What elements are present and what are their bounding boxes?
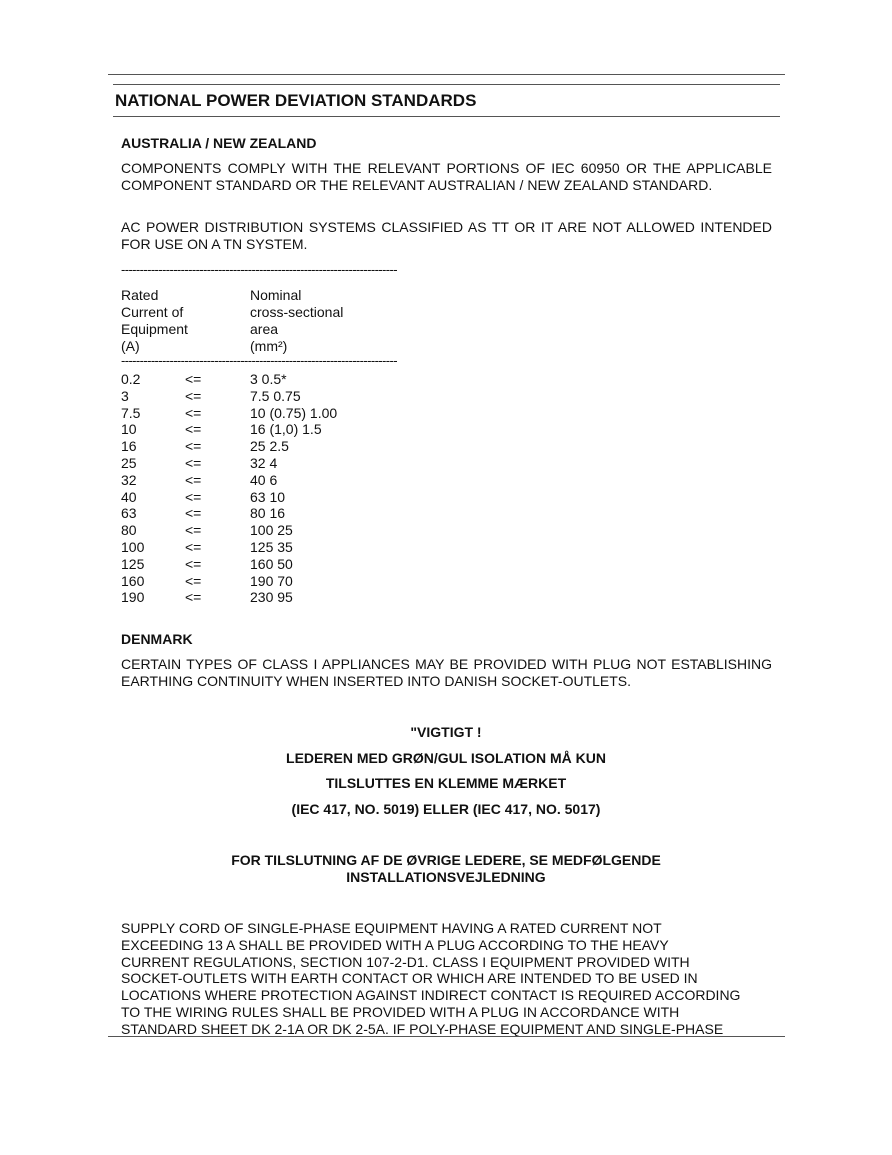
- cell-operator: <=: [185, 539, 202, 555]
- cell-current: 7.5: [121, 404, 141, 421]
- cell-current: 25: [121, 455, 137, 471]
- table-row: [121, 489, 461, 506]
- cell-operator: <=: [185, 522, 202, 539]
- cell-area: 190 70: [250, 572, 293, 589]
- cell-operator: <=: [185, 387, 202, 404]
- cell-area: 63 10: [250, 488, 286, 505]
- section-heading-denmark: DENMARK: [121, 631, 193, 647]
- cell-area: 32 4: [250, 455, 278, 471]
- table-row: [121, 388, 461, 405]
- cell-current: 10: [121, 421, 137, 438]
- cell-current: 32: [121, 471, 137, 488]
- cell-area: 7.5 0.75: [250, 387, 301, 404]
- cell-current: 0.2: [121, 371, 141, 387]
- table-row: [121, 505, 461, 522]
- cell-area: 230 95: [250, 589, 293, 606]
- cell-operator: <=: [185, 589, 202, 606]
- table-row: [121, 438, 461, 455]
- cell-current: 3: [121, 387, 129, 404]
- cell-area: 80 16: [250, 505, 286, 522]
- cell-area: 3 0.5*: [250, 371, 287, 387]
- table-divider-bottom: --------------------------------------------------------------------------: [121, 353, 397, 368]
- notice-line-2: LEDEREN MED GRØN/GUL ISOLATION MÅ KUN: [286, 750, 606, 766]
- cell-current: 80: [121, 522, 137, 539]
- australia-paragraph-1: COMPONENTS COMPLY WITH THE RELEVANT PORTIONS OF IEC 60950 OR THE APPLICABLE COMPONENT STANDARD OR THE RELEVANT AUSTRALIAN / NEW ZEALAND STANDARD.: [121, 160, 772, 193]
- cell-current: 160: [121, 572, 145, 589]
- bottom-rule: [108, 1036, 785, 1037]
- cell-area: 25 2.5: [250, 438, 289, 455]
- table-row: [121, 556, 461, 573]
- table-row: [121, 455, 461, 472]
- table-header-area: Nominal cross-sectional area (mm²): [250, 287, 344, 354]
- table-header-current: Rated Current of Equipment (A): [121, 287, 188, 354]
- cell-area: 10 (0.75) 1.00: [250, 404, 338, 421]
- cell-area: 100 25: [250, 522, 293, 539]
- cell-operator: <=: [185, 438, 202, 455]
- title-bottom-rule: [113, 116, 780, 117]
- table-row: [121, 573, 461, 590]
- cell-operator: <=: [185, 421, 202, 438]
- denmark-paragraph-2: SUPPLY CORD OF SINGLE-PHASE EQUIPMENT HAVING A RATED CURRENT NOT EXCEEDING 13 A SHALL BE PROVIDED WITH A PLUG ACCORDING TO THE HEAVY CURRENT REGULATIONS, SECTION 107-2-D1. CLASS I EQUIPMENT PROVIDED WITH SOCKET-OUTLETS WITH EARTH CONTACT OR WHICH ARE INTENDED TO BE USED IN LOCATIONS WHERE PROTECTION AGAINST INDIRECT CONTACT IS REQUIRED ACCORDING TO THE WIRING RULES SHALL BE PROVIDED WITH A PLUG IN ACCORDANCE WITH STANDARD SHEET DK 2-1A OR DK 2-5A. IF POLY-PHASE EQUIPMENT AND SINGLE-PHASE: [121, 920, 741, 1037]
- section-heading-australia: AUSTRALIA / NEW ZEALAND: [121, 135, 317, 151]
- notice-line-3: TILSLUTTES EN KLEMME MÆRKET: [325, 775, 567, 791]
- cell-operator: <=: [185, 471, 202, 488]
- cell-current: 190: [121, 589, 145, 606]
- notice-line-1: "VIGTIGT !: [410, 724, 482, 740]
- title-top-rule: [113, 84, 780, 85]
- table-row: [121, 371, 461, 388]
- cell-current: 16: [121, 438, 137, 455]
- cell-area: 16 (1,0) 1.5: [250, 421, 322, 438]
- table-row: [121, 421, 461, 438]
- table-row: [121, 522, 461, 539]
- cell-current: 40: [121, 488, 137, 505]
- denmark-paragraph-1: CERTAIN TYPES OF CLASS I APPLIANCES MAY BE PROVIDED WITH PLUG NOT ESTABLISHING EARTHING CONTINUITY WHEN INSERTED INTO DANISH SOCKET-OUTLETS.: [121, 656, 772, 689]
- cell-operator: <=: [185, 488, 202, 505]
- cell-area: 40 6: [250, 471, 278, 488]
- table-row: [121, 539, 461, 556]
- page-title: NATIONAL POWER DEVIATION STANDARDS: [115, 91, 477, 110]
- cell-area: 125 35: [250, 539, 293, 555]
- notice2-line-2: INSTALLATIONSVEJLEDNING: [346, 869, 546, 885]
- table-row: [121, 405, 461, 422]
- cell-operator: <=: [185, 572, 202, 589]
- cell-current: 125: [121, 555, 145, 572]
- notice2-line-1: FOR TILSLUTNING AF DE ØVRIGE LEDERE, SE MEDFØLGENDE: [231, 852, 661, 868]
- cell-area: 160 50: [250, 555, 293, 572]
- cell-operator: <=: [185, 371, 202, 387]
- table-divider-top: --------------------------------------------------------------------------: [121, 262, 397, 277]
- notice-line-4: (IEC 417, NO. 5019) ELLER (IEC 417, NO. 5017): [291, 801, 601, 817]
- cell-operator: <=: [185, 505, 202, 522]
- australia-paragraph-2: AC POWER DISTRIBUTION SYSTEMS CLASSIFIED AS TT OR IT ARE NOT ALLOWED INTENDED FOR USE ON A TN SYSTEM.: [121, 219, 772, 252]
- cell-current: 100: [121, 539, 145, 555]
- table-row: [121, 589, 461, 606]
- table-row: [121, 472, 461, 489]
- cell-operator: <=: [185, 555, 202, 572]
- cell-operator: <=: [185, 455, 202, 471]
- cell-current: 63: [121, 505, 137, 522]
- cell-operator: <=: [185, 404, 202, 421]
- top-rule: [108, 74, 785, 75]
